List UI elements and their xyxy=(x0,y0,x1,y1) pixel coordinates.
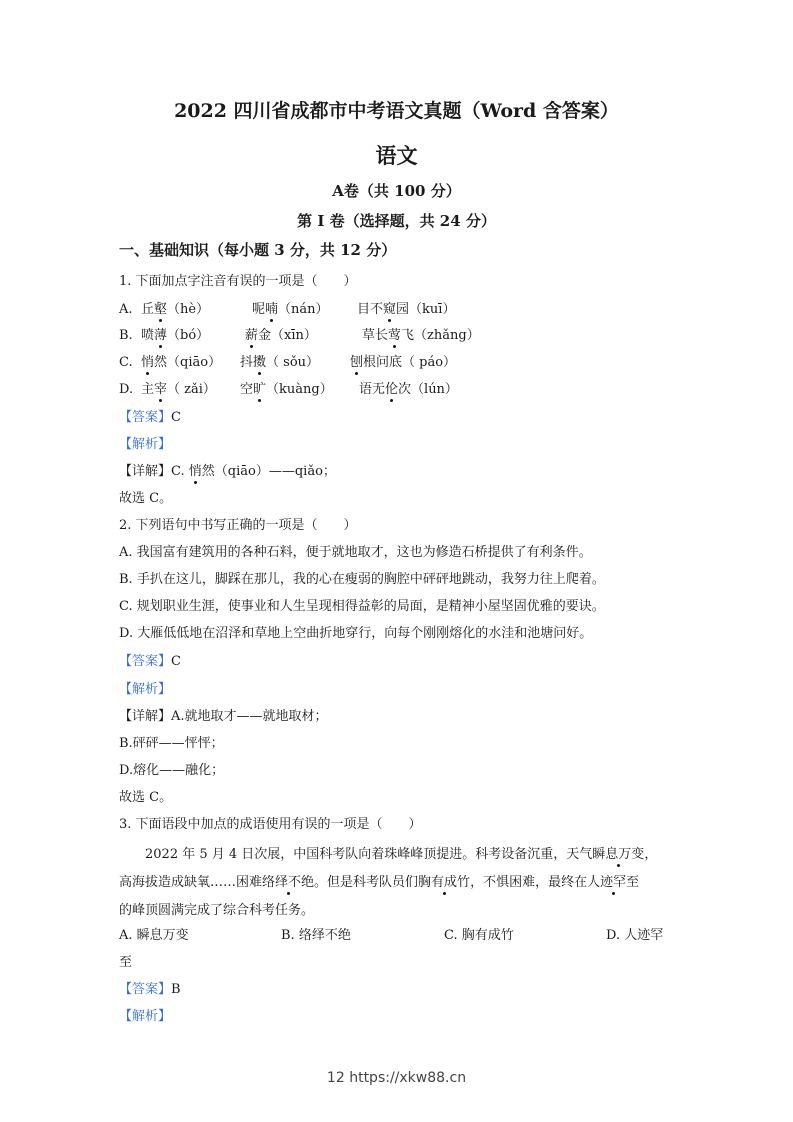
page-footer xyxy=(0,1070,793,1086)
answer-tag: 【答案】 xyxy=(119,982,172,997)
question-2-analysis-tag: 【解析】 xyxy=(119,682,172,697)
volume-1-heading: 第 I 卷（选择题，共 24 分） xyxy=(297,212,496,230)
question-1-option-d xyxy=(119,380,458,400)
question-2-detail-2: B.砰砰——怦怦； xyxy=(119,736,224,751)
option-item: 薪金（xīn） xyxy=(245,328,317,343)
subject-heading: 语文 xyxy=(375,143,418,168)
option-item: 呢喃（nán） xyxy=(252,302,329,317)
question-1-option-c xyxy=(119,353,457,373)
question-2-answer: 【答案】C xyxy=(119,654,181,669)
section-heading: 一、基础知识（每小题 3 分，共 12 分） xyxy=(119,241,397,259)
question-3-passage xyxy=(119,841,674,925)
passage-line: 的峰顶圆满完成了综合科考任务。 xyxy=(119,903,315,918)
option-item: 刨根问底（ páo） xyxy=(350,355,457,370)
option-item: 丘壑（hè） xyxy=(141,302,210,317)
option-label: B. xyxy=(119,328,133,343)
passage-line: 2022 年 5 月 4 日次展，中国科考队向着珠峰峰顶提进。科考设备沉重，天气瞬息万变， xyxy=(145,847,658,862)
question-2-stem: 2. 下列语句中书写正确的一项是（ ） xyxy=(119,518,357,533)
question-2-option-c: C. 规划职业生涯，使事业和人生呈现相得益彰的局面，是精神小屋坚固优雅的要诀。 xyxy=(119,599,605,614)
question-2-option-d: D. 大雁低低地在沼泽和草地上空曲折地穿行，向每个刚刚熔化的水洼和池塘问好。 xyxy=(119,626,593,641)
document-title: 2022 四川省成都市中考语文真题（Word 含答案） xyxy=(174,100,619,122)
question-1-stem: 1. 下面加点字注音有误的一项是（ ） xyxy=(119,274,357,289)
option-label: A. xyxy=(119,302,133,317)
option-item: 目不窥园（kuī） xyxy=(357,302,456,317)
volume-a-heading: A卷（共 100 分） xyxy=(332,182,461,200)
question-2-detail-1: 【详解】A.就地取才——就地取材； xyxy=(119,709,328,724)
question-2-detail-3: D.熔化——融化； xyxy=(119,763,225,778)
option-item: C. 胸有成竹 xyxy=(444,928,514,943)
option-item: 语无伦次（lún） xyxy=(359,382,458,397)
question-2-option-b: B. 手扒在这儿，脚踩在那儿，我的心在瘦弱的胸腔中砰砰地跳动，我努力往上爬着。 xyxy=(119,572,605,587)
option-item: B. 络绎不绝 xyxy=(281,928,351,943)
question-1-conclusion: 故选 C。 xyxy=(119,491,173,506)
option-item: A. 瞬息万变 xyxy=(119,928,189,943)
question-3-answer: 【答案】B xyxy=(119,982,181,997)
question-3-option-d-wrap: 至 xyxy=(119,955,133,970)
question-1-detail: 【详解】C. 悄然（qiāo）——qiǎo； xyxy=(119,464,336,479)
question-2-option-a: A. 我国富有建筑用的各种石料，便于就地取才，这也为修造石桥提供了有利条件。 xyxy=(119,545,592,560)
option-item: 抖擞（ sǒu） xyxy=(240,355,320,370)
footer-url: https://xkw88.cn xyxy=(349,1070,467,1086)
option-item: 悄然（qiāo） xyxy=(141,355,222,370)
option-item: 空旷（kuàng） xyxy=(240,382,333,397)
question-1-analysis-tag: 【解析】 xyxy=(119,437,172,452)
option-label: D. xyxy=(119,382,134,397)
page-number: 12 xyxy=(326,1070,345,1086)
question-3-stem: 3. 下面语段中加点的成语使用有误的一项是（ ） xyxy=(119,817,422,832)
question-1-answer: 【答案】C xyxy=(119,410,181,425)
answer-tag: 【答案】 xyxy=(119,410,172,425)
option-label: C. xyxy=(119,355,133,370)
option-item: D. 人迹罕 xyxy=(606,928,664,943)
question-2-conclusion: 故选 C。 xyxy=(119,790,173,805)
option-item: 喷薄（bó） xyxy=(141,328,210,343)
answer-tag: 【答案】 xyxy=(119,654,172,669)
option-item: 主宰（ zǎi） xyxy=(141,382,216,397)
passage-line: 高海拔造成缺氧……困难络绎不绝。但是科考队员们胸有成竹，不惧困难，最终在人迹罕至 xyxy=(119,875,640,890)
question-3-analysis-tag: 【解析】 xyxy=(119,1009,172,1024)
question-1-option-b xyxy=(119,326,480,346)
question-1-option-a xyxy=(119,300,456,320)
option-item: 草长莺飞（zhǎng） xyxy=(362,328,480,343)
